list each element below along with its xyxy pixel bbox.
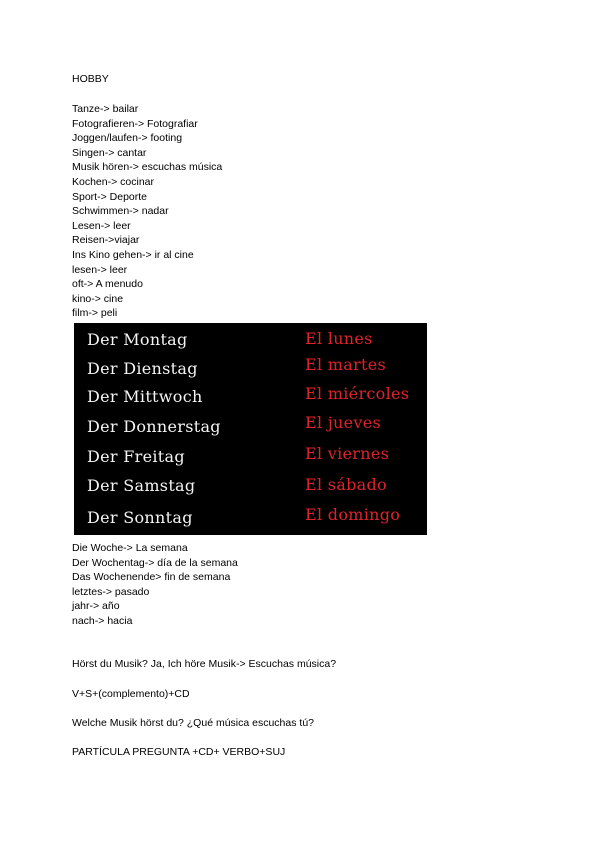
list-item: Tanze-> bailar xyxy=(72,103,139,115)
day-spanish: El jueves xyxy=(305,413,382,432)
day-german: Der Mittwoch xyxy=(87,387,203,406)
hobby-vocab-list xyxy=(72,102,222,321)
day-spanish: El sábado xyxy=(305,475,387,494)
list-item: Schwimmen-> nadar xyxy=(72,205,169,218)
list-item: kino-> cine xyxy=(72,292,124,305)
list-item: letztes-> pasado xyxy=(72,585,150,598)
day-german: Der Samstag xyxy=(87,476,196,495)
list-item: Die Woche-> La semana xyxy=(72,542,188,554)
sentence-question-2: Welche Musik hörst du? ¿Qué música escuchas tú? xyxy=(72,717,314,729)
day-spanish: El martes xyxy=(305,355,387,374)
day-german: Der Montag xyxy=(87,330,188,349)
list-item: Reisen->viajar xyxy=(72,234,140,247)
list-item: nach-> hacia xyxy=(72,614,133,627)
list-item: Sport-> Deporte xyxy=(72,190,147,203)
list-item: oft-> A menudo xyxy=(72,278,143,291)
weekdays-image xyxy=(74,323,427,535)
list-item: Lesen-> leer xyxy=(72,219,131,232)
list-item: Ins Kino gehen-> ir al cine xyxy=(72,248,194,261)
week-vocab-list xyxy=(72,541,238,629)
list-item: Joggen/laufen-> footing xyxy=(72,132,183,145)
list-item: Kochen-> cocinar xyxy=(72,175,155,188)
list-item: lesen-> leer xyxy=(72,263,128,276)
day-german: Der Donnerstag xyxy=(87,417,221,436)
list-item: Fotografieren-> Fotografiar xyxy=(72,117,198,130)
list-item: Das Wochenende> fin de semana xyxy=(72,571,231,584)
day-spanish: El viernes xyxy=(305,444,390,463)
sentence-structure-2: PARTÍCULA PREGUNTA +CD+ VERBO+SUJ xyxy=(72,746,286,758)
page-title: HOBBY xyxy=(72,73,109,85)
list-item: film-> peli xyxy=(72,307,118,320)
sentence-structure: V+S+(complemento)+CD xyxy=(72,688,190,700)
day-spanish: El miércoles xyxy=(305,384,410,403)
list-item: Singen-> cantar xyxy=(72,146,147,159)
sentence-question: Hörst du Musik? Ja, Ich höre Musik-> Escuchas música? xyxy=(72,658,337,670)
day-german: Der Freitag xyxy=(87,447,185,466)
list-item: jahr-> año xyxy=(72,600,120,613)
day-spanish: El lunes xyxy=(305,329,373,348)
list-item: Musik hören-> escuchas música xyxy=(72,161,223,174)
day-spanish: El domingo xyxy=(305,505,401,524)
day-german: Der Sonntag xyxy=(87,508,193,527)
list-item: Der Wochentag-> día de la semana xyxy=(72,556,238,569)
day-german: Der Dienstag xyxy=(87,359,198,378)
